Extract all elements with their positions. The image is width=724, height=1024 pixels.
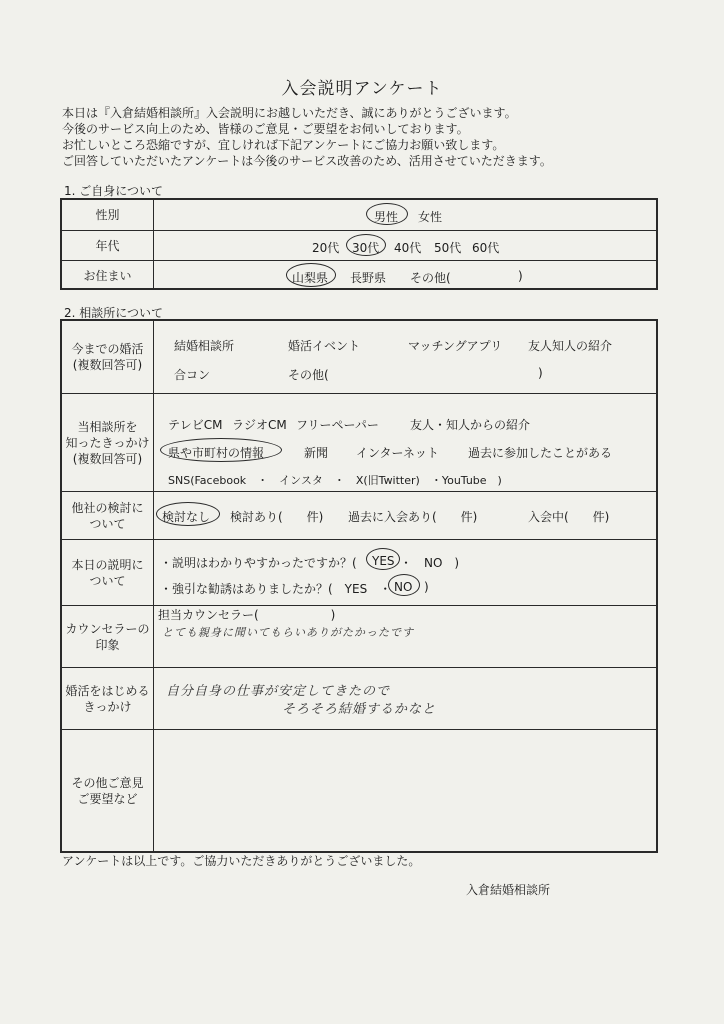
age-option-40s[interactable]: 40代 [394, 241, 422, 255]
today-label: 本日の説明に [71, 557, 144, 572]
past-activity-label: 今までの婚活 [71, 342, 144, 356]
other-company-row [62, 491, 656, 539]
other-requests-label: ご要望など [77, 791, 138, 806]
past-activity-option[interactable]: 友人知人の紹介 [528, 339, 613, 353]
today-q2-no[interactable]: NO [394, 580, 413, 594]
today-label: ついて [89, 573, 126, 588]
counselor-label: 印象 [95, 637, 120, 652]
age-label: 年代 [62, 231, 154, 260]
past-activity-option[interactable]: 合コン [174, 368, 211, 382]
how-known-option[interactable]: 過去に参加したことがある [468, 446, 613, 460]
gender-row [62, 200, 656, 230]
age-option-60s[interactable]: 60代 [472, 241, 500, 255]
motivation-label: 婚活をはじめる [65, 683, 150, 698]
section2-table [60, 319, 658, 853]
how-known-option[interactable]: 県や市町村の情報 [168, 446, 265, 460]
today-q2-close: ) [424, 580, 429, 594]
intro-line: お忙しいところ恐縮ですが、宜しければ下記アンケートにご協力お願い致します。 [62, 138, 505, 152]
today-row [62, 539, 656, 605]
section1-table [60, 198, 658, 290]
other-requests-row [62, 729, 656, 851]
intro-line: ご回答していただいたアンケートは今後のサービス改善のため、活用させていただきます。 [62, 154, 552, 168]
age-option-20s[interactable]: 20代 [312, 241, 340, 255]
how-known-option[interactable]: 新聞 [304, 446, 329, 460]
how-known-label-note: (複数回答可) [72, 451, 143, 466]
residence-label: お住まい [62, 261, 154, 290]
how-known-label: 当相談所を [77, 419, 138, 434]
other-requests-answer-area[interactable] [154, 730, 656, 851]
today-q1: ・説明はわかりやすかったですか？( [160, 556, 357, 570]
past-activity-option[interactable]: マッチングアプリ [408, 339, 503, 353]
age-option-30s[interactable]: 30代 [352, 241, 380, 255]
signature: 入倉結婚相談所 [466, 883, 551, 897]
how-known-sns-options[interactable]: SNS(Facebook ・ インスタ ・ X(旧Twitter) ・YouTube ) [168, 474, 502, 487]
age-option-50s[interactable]: 50代 [434, 241, 462, 255]
intro-line: 今後のサービス向上のため、皆様のご意見・ご要望をお伺いしております。 [62, 122, 469, 136]
page-title: 入会説明アンケート [281, 79, 443, 99]
other-company-option[interactable]: 入会中( 件) [528, 510, 610, 524]
other-company-option[interactable]: 検討なし [162, 510, 211, 524]
past-activity-option[interactable]: 婚活イベント [288, 339, 361, 353]
counselor-name-field[interactable]: 担当カウンセラー( ) [158, 608, 336, 622]
other-company-option[interactable]: 過去に入会あり( 件) [348, 510, 478, 524]
selection-circle [366, 548, 400, 570]
gender-label: 性別 [62, 200, 154, 230]
residence-other-close: ) [518, 269, 523, 283]
past-activity-label-note: (複数回答可) [72, 358, 143, 372]
closing-text: アンケートは以上です。ご協力いただきありがとうございました。 [62, 854, 421, 868]
counselor-impression-answer: とても親身に聞いてもらいありがたかったです [162, 626, 414, 639]
how-known-label: 知ったきっかけ [65, 435, 150, 450]
selection-circle [160, 438, 282, 462]
other-company-option[interactable]: 検討あり( 件) [230, 510, 324, 524]
intro-text [62, 105, 552, 169]
intro-line: 本日は『入倉結婚相談所』入会説明にお越しいただき、誠にありがとうございます。 [62, 106, 517, 120]
other-requests-label: その他ご意見 [71, 775, 144, 790]
how-known-option[interactable]: フリーペーパー [296, 418, 379, 432]
selection-circle [156, 502, 220, 526]
today-q1-no[interactable]: ・ NO ) [400, 556, 460, 570]
motivation-row [62, 667, 656, 729]
how-known-option[interactable]: 友人・知人からの紹介 [410, 418, 531, 432]
selection-circle [286, 263, 336, 287]
past-activity-row [62, 321, 656, 393]
past-activity-other[interactable]: その他( [288, 368, 329, 382]
residence-other-option[interactable]: その他( [410, 271, 451, 285]
today-q1-yes[interactable]: YES [372, 554, 395, 568]
other-company-label: 他社の検討に [71, 500, 144, 515]
section2-heading: 2. 相談所について [64, 306, 164, 320]
motivation-answer-line: そろそろ結婚するかなと [282, 702, 437, 717]
how-known-row [62, 393, 656, 491]
motivation-label: きっかけ [83, 699, 132, 714]
residence-yamanashi-option[interactable]: 山梨県 [292, 271, 329, 285]
residence-nagano-option[interactable]: 長野県 [350, 271, 387, 285]
selection-circle [388, 574, 420, 596]
section1-heading: 1. ご自身について [64, 184, 164, 198]
gender-male-option[interactable]: 男性 [374, 210, 399, 224]
how-known-option[interactable]: テレビCM [168, 418, 223, 432]
motivation-answer-line: 自分自身の仕事が安定してきたので [166, 684, 391, 699]
residence-row [62, 260, 656, 290]
selection-circle [346, 234, 386, 256]
selection-circle [366, 203, 408, 225]
how-known-option[interactable]: インターネット [356, 446, 439, 460]
past-activity-option[interactable]: 結婚相談所 [174, 339, 235, 353]
past-activity-other-close: ) [538, 366, 543, 380]
other-company-label: ついて [89, 516, 126, 531]
today-q2: ・強引な勧誘はありましたか？( YES ・ [160, 582, 392, 596]
counselor-label: カウンセラーの [65, 621, 150, 636]
gender-female-option[interactable]: 女性 [418, 210, 443, 224]
how-known-option[interactable]: ラジオCM [232, 418, 287, 432]
counselor-row [62, 605, 656, 667]
age-row [62, 230, 656, 260]
